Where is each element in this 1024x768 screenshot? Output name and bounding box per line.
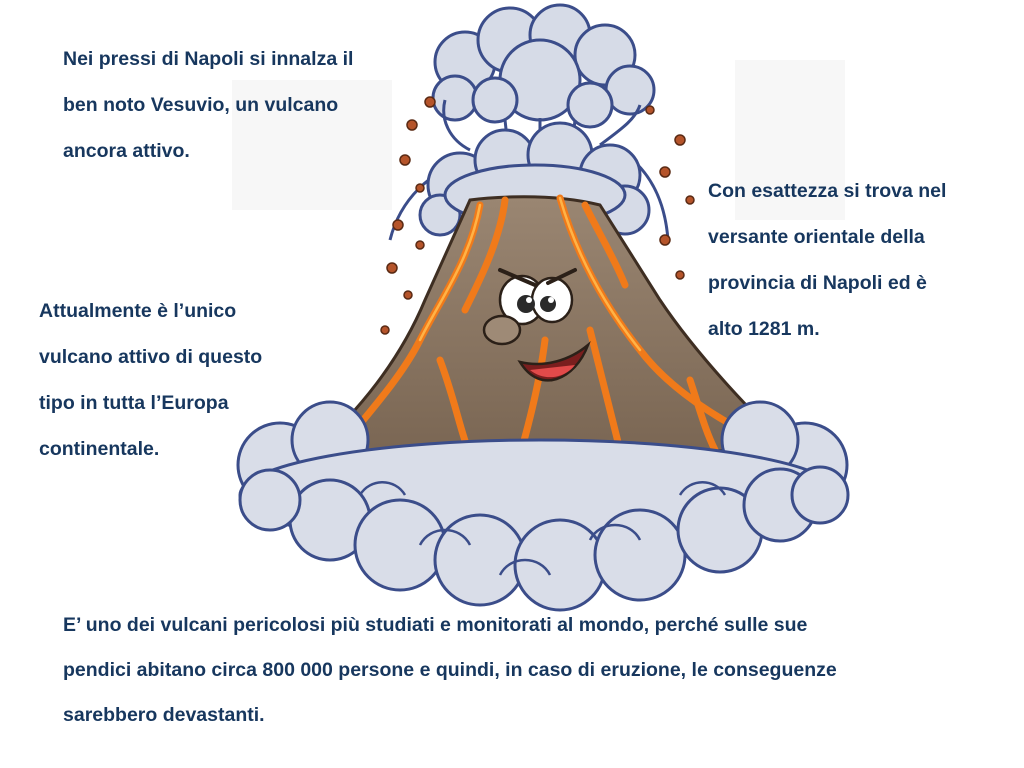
smoke-cloud-top [433, 5, 654, 127]
text-location-height: Con esattezza si trova nel versante orientale della provincia di Napoli ed è alto 1281 m. [708, 180, 947, 340]
text-only-active-volcano: Attualmente è l’unico vulcano attivo di questo tipo in tutta l’Europa continentale. [39, 300, 263, 460]
text-intro-vesuvio: Nei pressi di Napoli si innalza il ben noto Vesuvio, un vulcano ancora attivo. [63, 48, 354, 162]
text-danger-population: E’ uno dei vulcani pericolosi più studiati e monitorati al mondo, perché sulle sue pendici abitano circa 800 000 persone e quindi, in caso di eruzione, le conseguenze sarebbero devastanti. [63, 614, 837, 726]
